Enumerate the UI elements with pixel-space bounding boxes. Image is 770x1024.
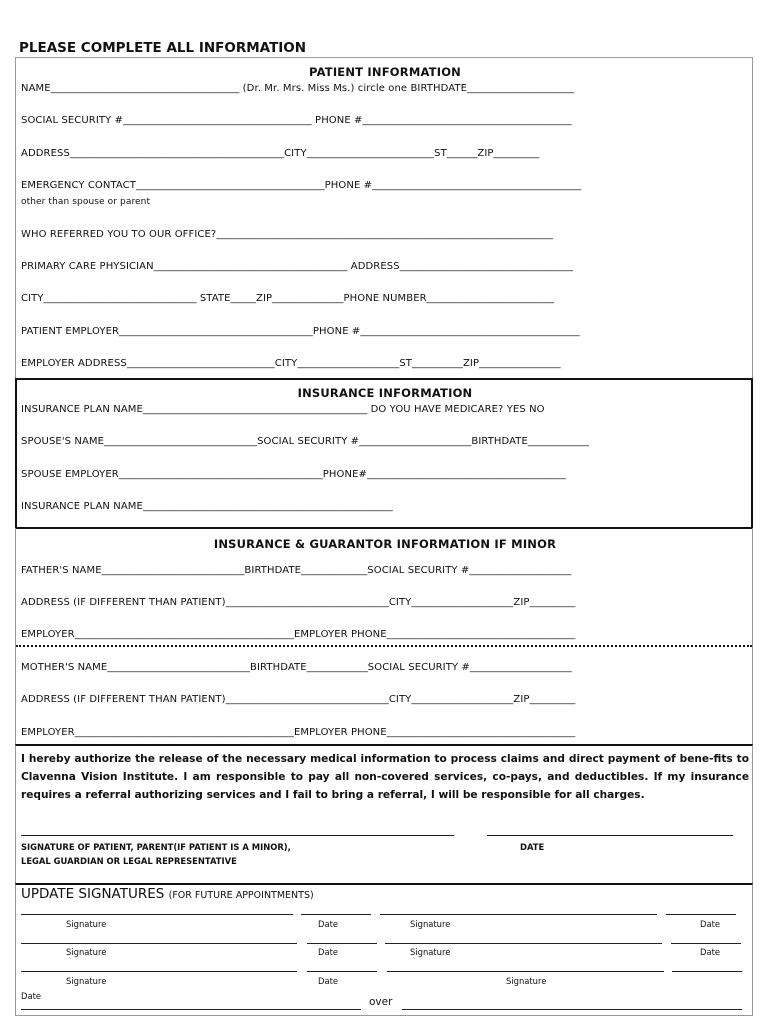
authorization-text: I hereby authorize the release of the necessary medical information to process claims and direct payment of bene-fits to Clavenna Vision Institute. I am responsible to pay all non-covered services, co-pays, and deductibles. If my insurance requires a referral authorizing services and I fail to bring a referral, I will be responsible for all charges.: [21, 753, 749, 801]
date-label: Date: [700, 919, 721, 929]
signature-label: Signature: [66, 947, 107, 957]
signature-label-2: LEGAL GUARDIAN OR LEGAL REPRESENTATIVE: [21, 856, 237, 866]
over-note: over: [369, 996, 393, 1008]
patient-heading: PATIENT INFORMATION: [309, 65, 461, 79]
mother-employer-field[interactable]: EMPLOYER___________________________________________EMPLOYER PHONE_____________________________________: [21, 727, 576, 738]
address-field[interactable]: ADDRESS__________________________________________CITY_________________________ST______ZIP_________: [21, 148, 540, 159]
update-signature-line[interactable]: [21, 943, 297, 944]
update-heading-text: UPDATE SIGNATURES: [21, 886, 165, 902]
update-signature-line[interactable]: [21, 914, 293, 915]
referral-field[interactable]: WHO REFERRED YOU TO OUR OFFICE?__________________________________________________________________: [21, 229, 553, 240]
update-signature-line[interactable]: [387, 971, 664, 972]
ssn-phone-field[interactable]: SOCIAL SECURITY #_____________________________________ PHONE #_________________________________________: [21, 115, 572, 126]
update-signature-line[interactable]: [385, 943, 662, 944]
update-signature-line[interactable]: [21, 1009, 361, 1010]
update-heading: [21, 886, 314, 902]
signature-label: Signature: [410, 919, 451, 929]
date-label: Date: [318, 976, 339, 986]
signature-label: Signature: [66, 976, 107, 986]
spouse-name-field[interactable]: SPOUSE'S NAME______________________________SOCIAL SECURITY #______________________BIRTHDATE____________: [21, 436, 590, 447]
city-state-zip-field[interactable]: CITY______________________________ STATE_____ZIP______________PHONE NUMBER_________________________: [21, 293, 555, 304]
update-signature-line[interactable]: [380, 914, 657, 915]
signature-label: SIGNATURE OF PATIENT, PARENT(IF PATIENT IS A MINOR),: [21, 842, 291, 852]
father-address-field[interactable]: ADDRESS (IF DIFFERENT THAN PATIENT)________________________________CITY____________________ZIP_________: [21, 597, 576, 608]
emergency-contact-note: other than spouse or parent: [21, 197, 151, 207]
signature-label: Signature: [506, 976, 547, 986]
update-date-line[interactable]: [307, 971, 377, 972]
employer-address-field[interactable]: EMPLOYER ADDRESS_____________________________CITY____________________ST__________ZIP________________: [21, 358, 561, 369]
patient-employer-field[interactable]: PATIENT EMPLOYER______________________________________PHONE #___________________________________________: [21, 326, 580, 337]
mother-name-field[interactable]: MOTHER'S NAME____________________________BIRTHDATE____________SOCIAL SECURITY #____________________: [21, 662, 572, 673]
insurance-plan-field[interactable]: INSURANCE PLAN NAME____________________________________________ DO YOU HAVE MEDICARE? YES NO: [21, 404, 545, 415]
update-date-line[interactable]: [301, 914, 371, 915]
signature-date-label: DATE: [520, 842, 545, 852]
mother-address-field[interactable]: ADDRESS (IF DIFFERENT THAN PATIENT)________________________________CITY____________________ZIP_________: [21, 694, 576, 705]
insurance-heading: INSURANCE INFORMATION: [297, 386, 473, 400]
primary-care-field[interactable]: PRIMARY CARE PHYSICIAN______________________________________ ADDRESS__________________________________: [21, 261, 574, 272]
update-date-line[interactable]: [672, 971, 742, 972]
signature-date-line[interactable]: [487, 835, 733, 836]
insurance-plan-2-field[interactable]: INSURANCE PLAN NAME_________________________________________________: [21, 501, 393, 512]
form-title: PLEASE COMPLETE ALL INFORMATION: [19, 40, 307, 56]
date-label: Date: [318, 919, 339, 929]
signature-label: Signature: [410, 947, 451, 957]
update-date-line[interactable]: [671, 943, 741, 944]
name-field[interactable]: NAME_____________________________________ (Dr. Mr. Mrs. Miss Ms.) circle one BIRTHDATE_____________________: [21, 83, 575, 94]
guarantor-heading: INSURANCE & GUARANTOR INFORMATION IF MINOR: [213, 537, 557, 551]
father-employer-field[interactable]: EMPLOYER___________________________________________EMPLOYER PHONE_____________________________________: [21, 629, 576, 640]
update-date-line[interactable]: [402, 1009, 742, 1010]
patient-signature-line[interactable]: [21, 835, 454, 836]
spouse-employer-field[interactable]: SPOUSE EMPLOYER________________________________________PHONE#_______________________________________: [21, 469, 566, 480]
update-date-line[interactable]: [307, 943, 377, 944]
update-subheading: (FOR FUTURE APPOINTMENTS): [168, 890, 314, 901]
father-name-field[interactable]: FATHER'S NAME____________________________BIRTHDATE_____________SOCIAL SECURITY #____________________: [21, 565, 572, 576]
update-date-line[interactable]: [666, 914, 736, 915]
update-signature-line[interactable]: [21, 971, 297, 972]
date-label: Date: [21, 991, 42, 1001]
signature-label: Signature: [66, 919, 107, 929]
parent-divider: [16, 645, 752, 647]
date-label: Date: [318, 947, 339, 957]
date-label: Date: [700, 947, 721, 957]
emergency-contact-field[interactable]: EMERGENCY CONTACT_____________________________________PHONE #_________________________________________: [21, 180, 582, 191]
